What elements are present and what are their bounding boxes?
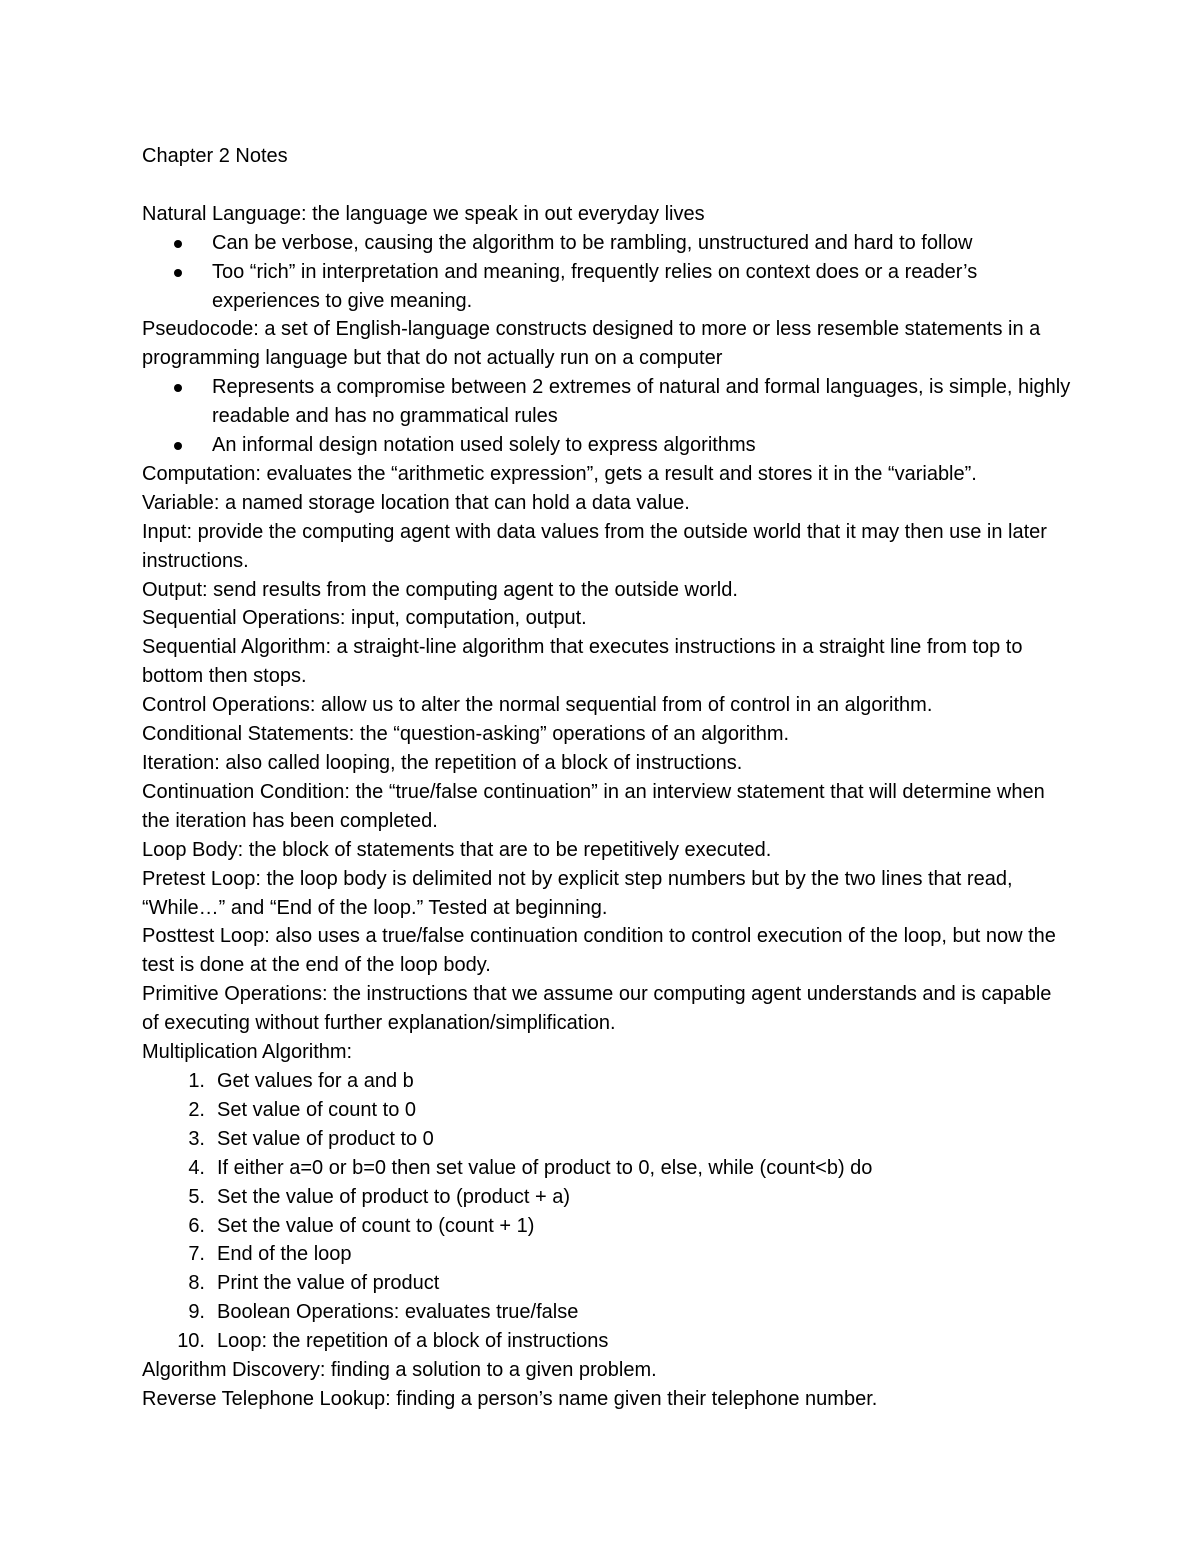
step-number: 7. [188, 1243, 205, 1266]
list-item: 3. Set value of product to 0 [142, 1125, 1072, 1154]
natural-language-definition: Natural Language: the language we speak in out everyday lives [142, 202, 705, 225]
definition-algorithm-discovery: Algorithm Discovery: finding a solution to a given problem. [142, 1359, 657, 1382]
definition-input: Input: provide the computing agent with data values from the outside world that it may then use in later instructions. [142, 520, 1047, 572]
step-number: 8. [188, 1272, 205, 1295]
list-item: Can be verbose, causing the algorithm to be rambling, unstructured and hard to follow [142, 229, 1072, 258]
step-number: 5. [188, 1185, 205, 1208]
definition-control-operations: Control Operations: allow us to alter the normal sequential from of control in an algorithm. [142, 694, 933, 717]
page-title: Chapter 2 Notes [142, 145, 288, 167]
natural-language-bullets [142, 229, 1072, 316]
definition-continuation-condition: Continuation Condition: the “true/false continuation” in an interview statement that will determine when the iteration has been completed. [142, 780, 1045, 832]
definition-computation: Computation: evaluates the “arithmetic expression”, gets a result and stores it in the “variable”. [142, 462, 977, 485]
bullet-icon [174, 240, 182, 248]
bullet-icon [174, 442, 182, 450]
bullet-icon [174, 384, 182, 392]
pseudocode-definition: Pseudocode: a set of English-language constructs designed to more or less resemble statements in a programming language but that do not actually run on a computer [142, 318, 1041, 370]
pseudocode-bullets [142, 373, 1072, 460]
definition-loop-body: Loop Body: the block of statements that are to be repetitively executed. [142, 838, 772, 861]
definition-pretest-loop: Pretest Loop: the loop body is delimited not by explicit step numbers but by the two lines that read, “While…” and “End of the loop.” Tested at beginning. [142, 867, 1013, 919]
list-item: Represents a compromise between 2 extremes of natural and formal languages, is simple, highly readable and has no grammatical rules [142, 373, 1072, 431]
step-number: 1. [188, 1069, 205, 1092]
step-number: 6. [188, 1214, 205, 1237]
list-item: 1. Get values for a and b [142, 1067, 1072, 1096]
list-item: 10. Loop: the repetition of a block of instructions [142, 1327, 1072, 1356]
definition-iteration: Iteration: also called looping, the repetition of a block of instructions. [142, 752, 743, 775]
definition-sequential-operations: Sequential Operations: input, computation, output. [142, 607, 587, 630]
definition-conditional-statements: Conditional Statements: the “question-asking” operations of an algorithm. [142, 723, 790, 746]
definition-output: Output: send results from the computing agent to the outside world. [142, 578, 738, 601]
step-number: 3. [188, 1127, 205, 1150]
definition-reverse-telephone-lookup: Reverse Telephone Lookup: finding a person’s name given their telephone number. [142, 1387, 878, 1410]
step-number: 9. [188, 1301, 205, 1324]
step-number: 4. [188, 1156, 205, 1179]
definition-posttest-loop: Posttest Loop: also uses a true/false continuation condition to control execution of the loop, but now the test is done at the end of the loop body. [142, 925, 1056, 977]
list-item: 2. Set value of count to 0 [142, 1096, 1072, 1125]
definition-sequential-algorithm: Sequential Algorithm: a straight-line algorithm that executes instructions in a straight line from top to bottom then stops. [142, 636, 1023, 688]
list-item: An informal design notation used solely to express algorithms [142, 431, 1072, 460]
list-item: 4. If either a=0 or b=0 then set value of product to 0, else, while (count<b) do [142, 1154, 1072, 1183]
step-number: 2. [188, 1098, 205, 1121]
list-item: 7. End of the loop [142, 1240, 1072, 1269]
list-item: 9. Boolean Operations: evaluates true/false [142, 1298, 1072, 1327]
list-item: 8. Print the value of product [142, 1269, 1072, 1298]
list-item: 5. Set the value of product to (product + a) [142, 1183, 1072, 1212]
list-item: 6. Set the value of count to (count + 1) [142, 1212, 1072, 1241]
list-item: Too “rich” in interpretation and meaning, frequently relies on context does or a reader’s experiences to give meaning. [142, 258, 1072, 316]
definition-variable: Variable: a named storage location that can hold a data value. [142, 491, 690, 514]
bullet-icon [174, 269, 182, 277]
document-body [142, 142, 1072, 1414]
multiplication-heading: Multiplication Algorithm: [142, 1041, 353, 1064]
multiplication-steps [142, 1067, 1072, 1356]
step-number: 10. [177, 1330, 205, 1353]
definition-primitive-operations: Primitive Operations: the instructions that we assume our computing agent understands and is capable of executing without further explanation/simplification. [142, 983, 1052, 1035]
